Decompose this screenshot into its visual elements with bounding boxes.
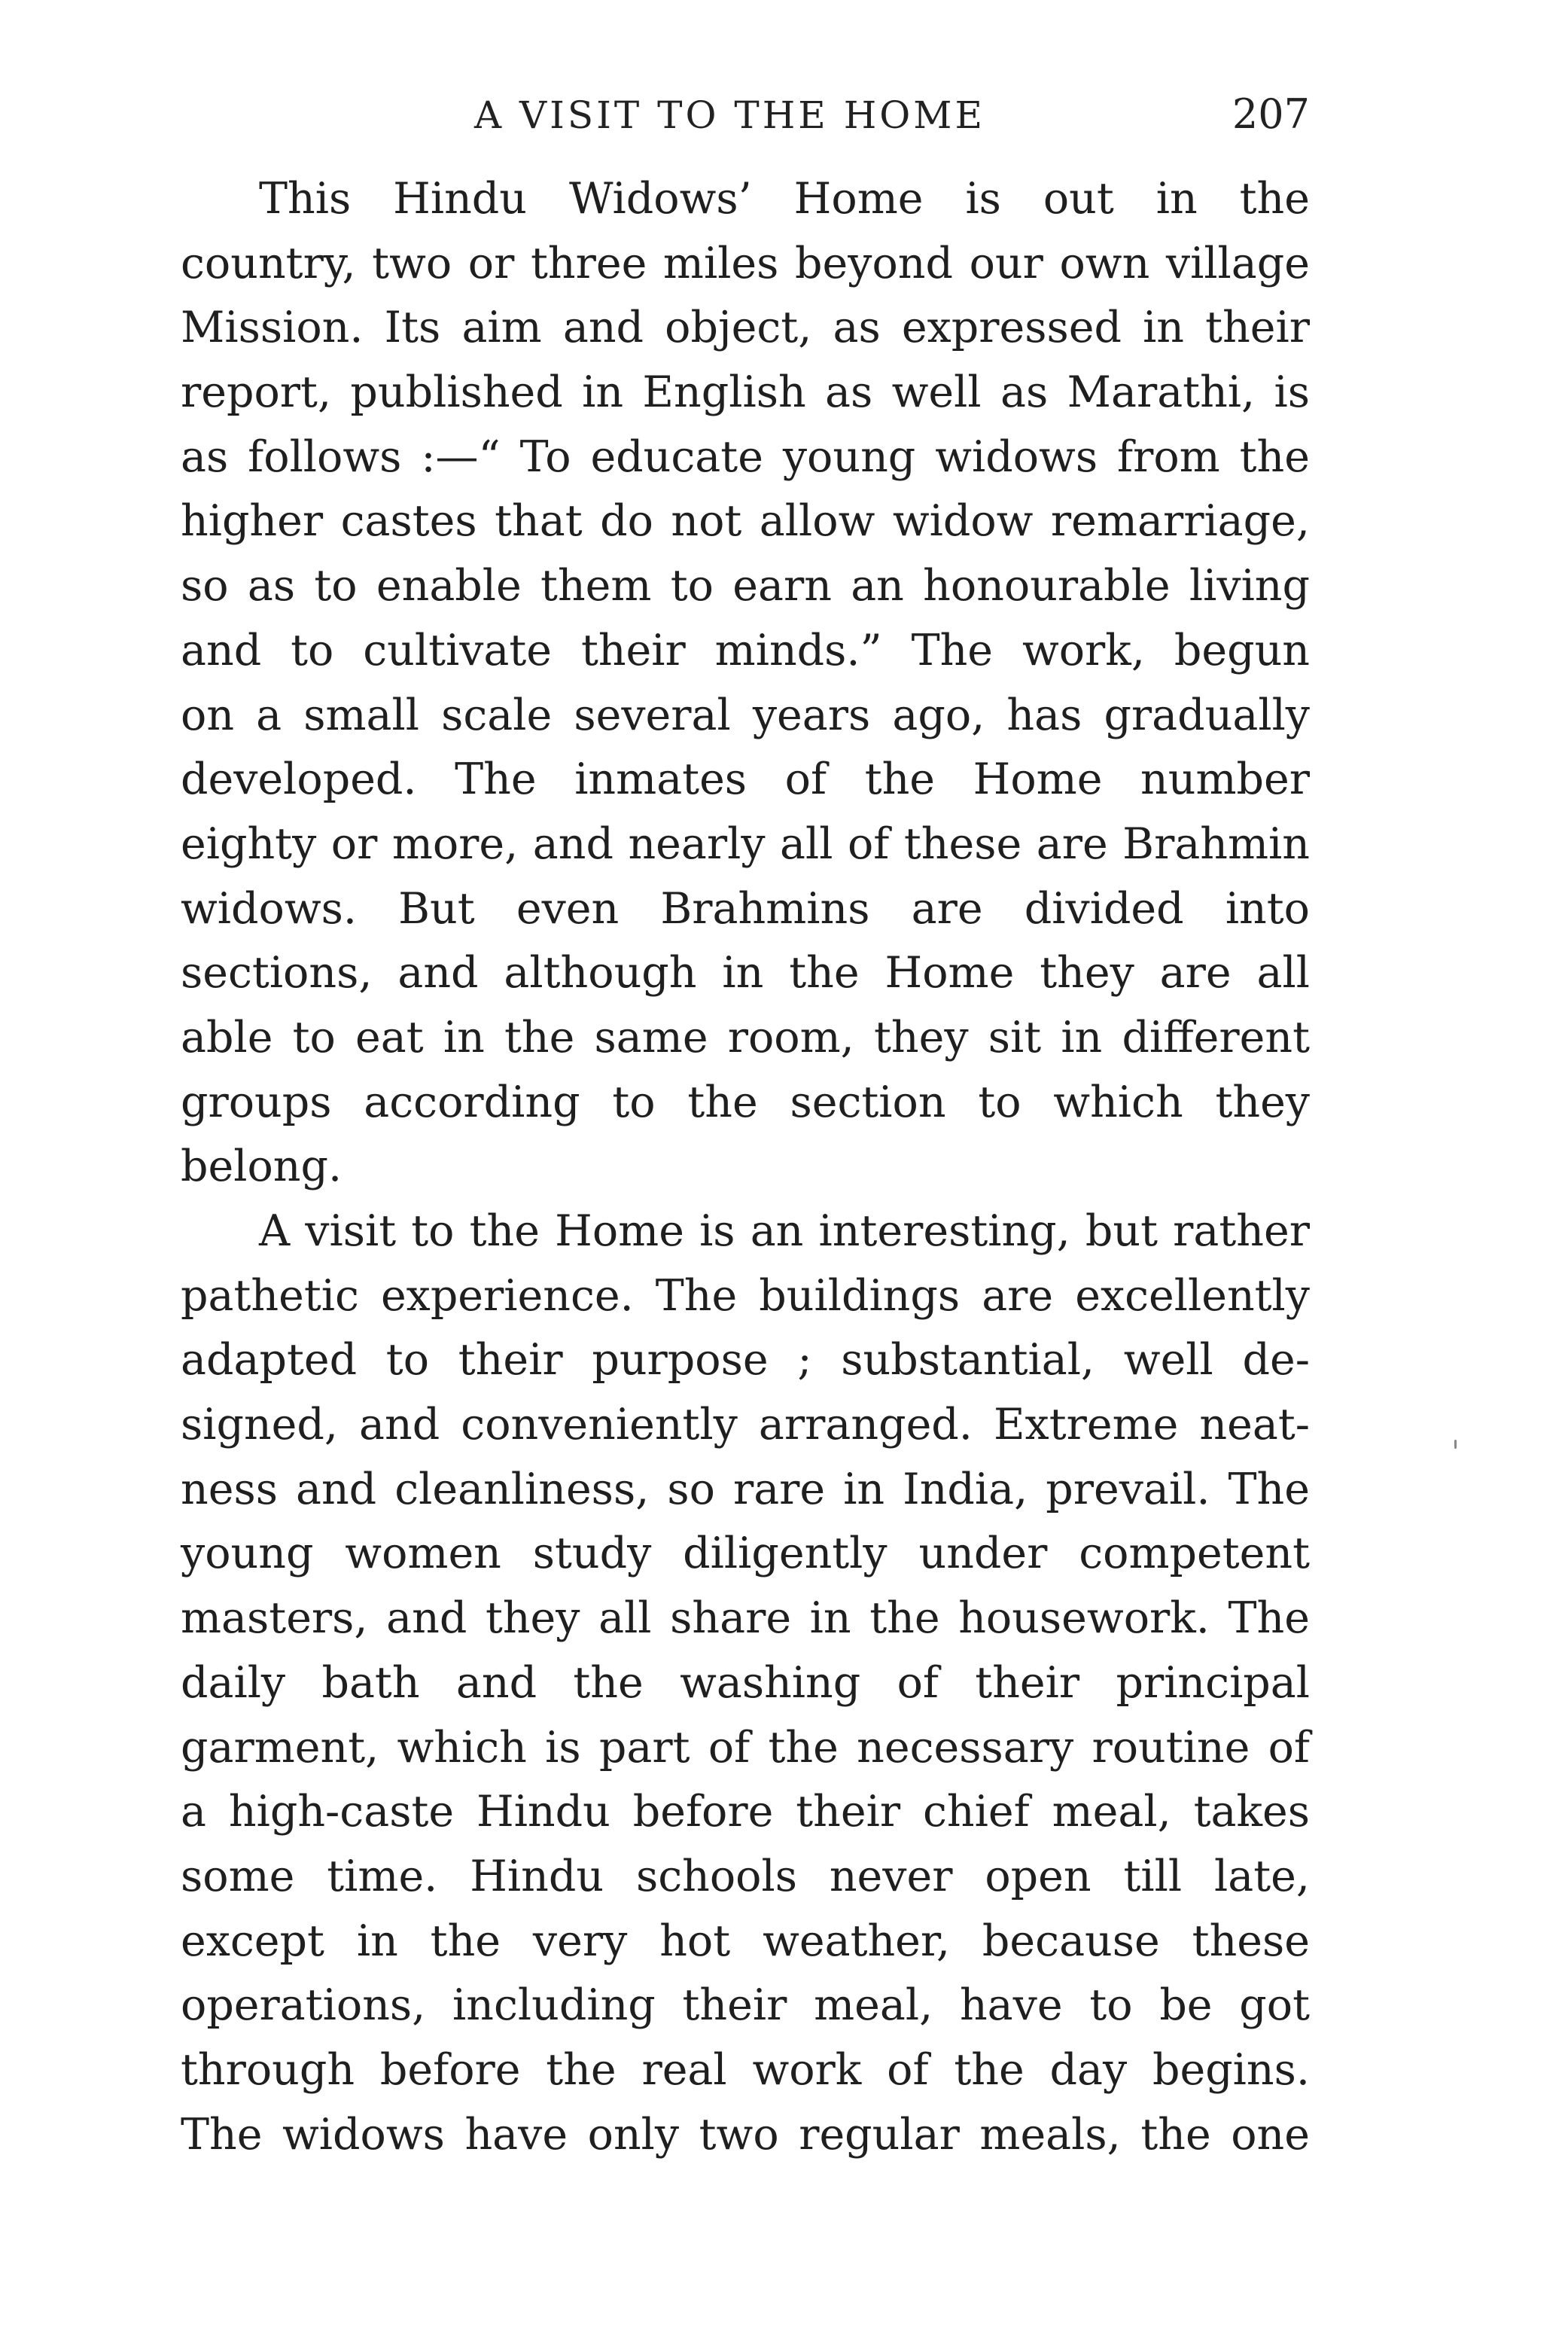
text-line: higher castes that do not allow widow remarriage, [181,496,1310,547]
text-line: This Hindu Widows’ Home is out in the [259,174,1310,224]
text-line: developed. The inmates of the Home number [181,754,1310,805]
text-line: young women study diligently under competent [181,1529,1310,1579]
text-line: daily bath and the washing of their principal [181,1657,1310,1708]
text-line: sections, and although in the Home they are all [181,948,1310,998]
paper-speck [1454,1440,1457,1449]
text-line: masters, and they all share in the housework. The [181,1593,1310,1644]
text-line: belong. [181,1142,343,1192]
text-line: adapted to their purpose ; substantial, well de- [181,1335,1310,1385]
text-line: some time. Hindu schools never open till late, [181,1851,1310,1901]
text-line: widows. But even Brahmins are divided into [181,883,1310,934]
text-line: signed, and conveniently arranged. Extreme neat- [181,1400,1310,1450]
text-line: eighty or more, and nearly all of these are Brahmin [181,818,1310,869]
text-line: as follows :—“ To educate young widows from the [181,431,1310,482]
text-line: ness and cleanliness, so rare in India, prevail. The [181,1464,1310,1514]
text-line: groups according to the section to which they [181,1077,1310,1127]
page-header [181,87,1310,155]
text-line: pathetic experience. The buildings are excellently [181,1270,1310,1321]
text-line: country, two or three miles beyond our own village [181,238,1310,288]
text-line: The widows have only two regular meals, the one [181,2109,1310,2160]
body-text [181,167,1310,2167]
running-head: A VISIT TO THE HOME [474,93,985,137]
text-line: except in the very hot weather, because these [181,1916,1310,1966]
text-line: able to eat in the same room, they sit in different [181,1012,1310,1062]
text-line: garment, which is part of the necessary routine of [181,1722,1310,1773]
text-line: through before the real work of the day begins. [181,2044,1310,2095]
text-line: and to cultivate their minds.” The work, begun [181,625,1310,675]
text-line: A visit to the Home is an interesting, but rather [259,1206,1310,1256]
text-line: Mission. Its aim and object, as expressed in their [181,303,1310,353]
text-line: report, published in English as well as Marathi, is [181,367,1310,418]
text-line: a high-caste Hindu before their chief meal, takes [181,1787,1310,1837]
text-line: on a small scale several years ago, has gradually [181,690,1310,740]
text-line: so as to enable them to earn an honourable living [181,561,1310,611]
page-number: 207 [1232,90,1310,138]
text-line: operations, including their meal, have to be got [181,1980,1310,2031]
